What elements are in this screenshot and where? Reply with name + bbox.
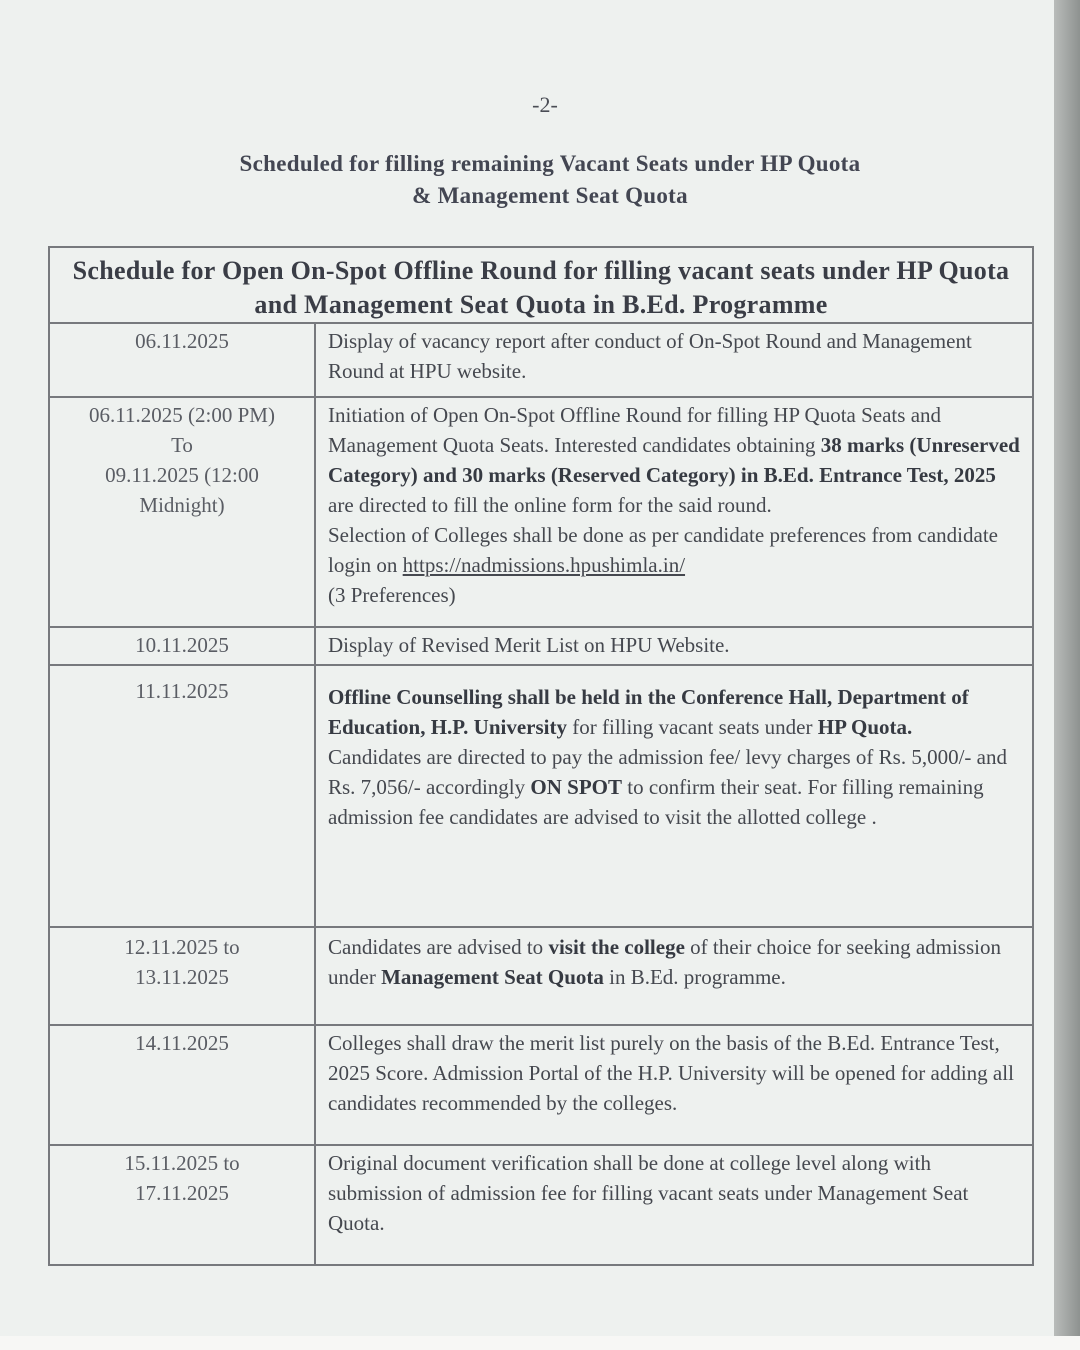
date-line: 17.11.2025 <box>135 1181 229 1205</box>
date-line: 06.11.2025 (2:00 PM) <box>89 403 275 427</box>
page-number: -2- <box>532 92 558 117</box>
heading-line-2: & Management Seat Quota <box>412 183 688 208</box>
heading-line-1: Scheduled for filling remaining Vacant Seats under HP Quota <box>239 151 861 176</box>
table-row <box>49 1145 1033 1265</box>
bottom-margin <box>0 1336 1080 1350</box>
table-row <box>49 397 1033 627</box>
table-title: Schedule for Open On-Spot Offline Round for filling vacant seats under HP Quota and Management Seat Quota in B.Ed. Programme <box>49 247 1033 323</box>
row-description: Display of vacancy report after conduct of On-Spot Round and Management Round at HPU website. <box>315 323 1033 397</box>
row-description <box>315 665 1033 927</box>
row-description: Display of Revised Merit List on HPU Website. <box>315 627 1033 665</box>
desc-bold-text: Management Seat Quota <box>381 965 604 989</box>
table-row <box>49 627 1033 665</box>
desc-bold-text: 38 marks (Unreserved Category) and 30 marks (Reserved Category) in B.Ed. Entrance Test, 2025 <box>328 433 1020 487</box>
date-line: To <box>171 433 193 457</box>
desc-text: of their choice for seeking admission under <box>328 935 1001 989</box>
schedule-table <box>48 246 1034 1266</box>
desc-text: Candidates are directed to pay the admission fee/ levy charges of Rs. 5,000/- and Rs. 7,056/- accordingly <box>328 745 1007 799</box>
desc-text: (3 Preferences) <box>328 583 456 607</box>
row-description: Original document verification shall be done at college level along with submission of admission fee for filling vacant seats under Management Seat Quota. <box>315 1145 1033 1265</box>
date-line: Midnight) <box>139 493 225 517</box>
row-date: 06.11.2025 <box>49 323 315 397</box>
row-date: 14.11.2025 <box>49 1025 315 1145</box>
table-row <box>49 1025 1033 1145</box>
row-description <box>315 397 1033 627</box>
desc-text: to confirm their seat. For filling remaining admission fee candidates are advised to visit the allotted college . <box>328 775 984 829</box>
table-row <box>49 665 1033 927</box>
table-title-row <box>49 247 1033 323</box>
desc-bold-text: Offline Counselling shall be held in the Conference Hall, Department of Education, H.P. University <box>328 685 969 739</box>
table-row <box>49 323 1033 397</box>
desc-text: Initiation of Open On-Spot Offline Round for filling HP Quota Seats and Management Quota Seats. Interested candidates obtaining <box>328 403 942 457</box>
desc-text: Selection of Colleges shall be done as per candidate preferences from candidate login on <box>328 523 998 577</box>
date-line: 12.11.2025 to <box>124 935 240 959</box>
desc-bold-text: HP Quota. <box>817 715 913 739</box>
row-description <box>315 927 1033 1025</box>
row-date: 10.11.2025 <box>49 627 315 665</box>
desc-text: in B.Ed. programme. <box>603 965 786 989</box>
admission-portal-link[interactable]: https://nadmissions.hpushimla.in/ <box>402 553 686 577</box>
desc-bold-text: visit the college <box>548 935 685 959</box>
date-line: 09.11.2025 (12:00 <box>105 463 259 487</box>
table-row <box>49 927 1033 1025</box>
row-description: Colleges shall draw the merit list purely on the basis of the B.Ed. Entrance Test, 2025 Score. Admission Portal of the H.P. University will be opened for adding all candidates recommended by the colleges. <box>315 1025 1033 1145</box>
desc-text: are directed to fill the online form for the said round. <box>328 493 772 517</box>
desc-bold-text: ON SPOT <box>530 775 622 799</box>
document-heading <box>150 148 950 212</box>
date-line: 15.11.2025 to <box>124 1151 240 1175</box>
date-line: 13.11.2025 <box>135 965 229 989</box>
desc-text: Candidates are advised to <box>328 935 549 959</box>
row-date <box>49 397 315 627</box>
row-date <box>49 1145 315 1265</box>
row-date <box>49 927 315 1025</box>
row-date: 11.11.2025 <box>49 665 315 927</box>
desc-text: for filling vacant seats under <box>567 715 818 739</box>
background-edge <box>1054 0 1080 1350</box>
